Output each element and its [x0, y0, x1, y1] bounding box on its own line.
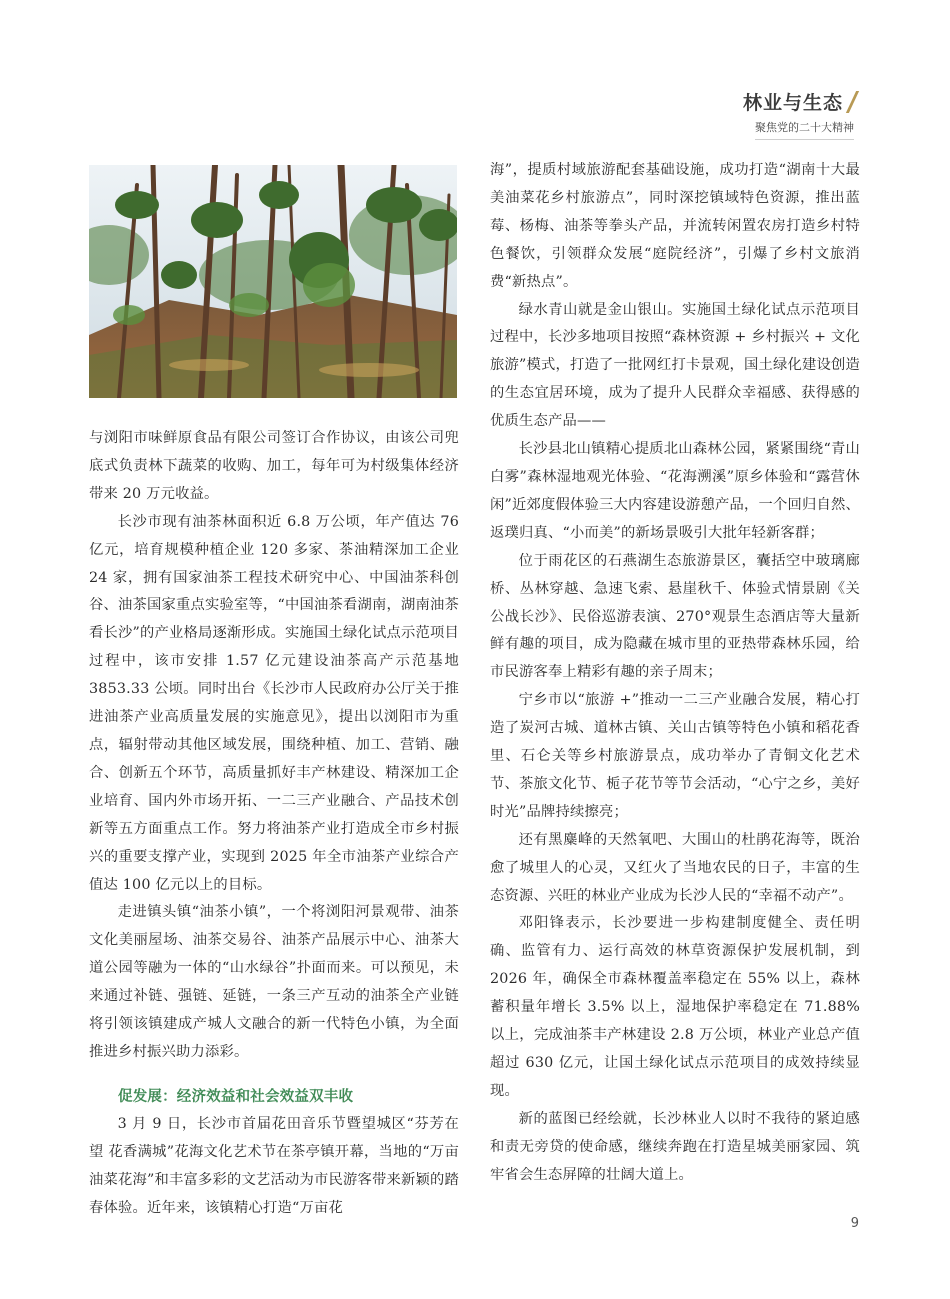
section-subtitle: 聚焦党的二十大精神	[755, 119, 854, 140]
paragraph: 长沙市现有油茶林面积近 6.8 万公顷，年产值达 76 亿元，培育规模种植企业 120 多家、茶油精深加工企业 24 家，拥有国家油茶工程技术研究中心、中国油茶科创谷、油茶国家重点实验室等，“中国油茶看湖南，湖南油茶看长沙”的产业格局逐渐形成。实施国土绿化试点示范项目过程中，该市安排 1.57 亿元建设油茶高产示范基地 3853.33 公顷。同时出台《长沙市人民政府办公厅关于推进油茶产业高质量发展的实施意见》，提出以浏阳市为重点，辐射带动其他区域发展，围绕种植、加工、营销、融合、创新五个环节，高质量抓好丰产林建设、精深加工企业培育、国内外市场开拓、一二三产业融合、产品技术创新等五方面重点工作。努力将油茶产业打造成全市乡村振兴的重要支撑产业，实现到 2025 年全市油茶产业综合产值达 100 亿元以上的目标。	[89, 513, 459, 893]
paragraph: 绿水青山就是金山银山。实施国土绿化试点示范项目过程中，长沙多地项目按照“森林资源 + 乡村振兴 + 文化旅游”模式，打造了一批网红打卡景观，国土绿化建设创造的生态宜居环境，成为了提升人民群众幸福感、获得感的优质生态产品——	[490, 301, 860, 430]
paragraph: 与浏阳市味鲜原食品有限公司签订合作协议，由该公司兜底式负责林下蔬菜的收购、加工，每年可为村级集体经济带来 20 万元收益。	[89, 430, 459, 502]
paragraph: 宁乡市以“旅游 +”推动一二三产业融合发展，精心打造了炭河古城、道林古镇、关山古镇等特色小镇和稻花香里、石仑关等乡村旅游景点，成功举办了青铜文化艺术节、茶旅文化节、栀子花节等节会活动，“心宁之乡，美好时光”品牌持续擦亮；	[490, 692, 860, 820]
slash-decoration	[846, 91, 859, 113]
paragraph: 还有黑麋峰的天然氧吧、大围山的杜鹃花海等，既治愈了城里人的心灵，又红火了当地农民的日子，丰富的生态资源、兴旺的林业产业成为长沙人民的“幸福不动产”。	[490, 831, 860, 904]
forest-photo	[89, 165, 457, 398]
section-heading: 促发展：经济效益和社会效益双丰收	[118, 1088, 354, 1105]
paragraph: 长沙县北山镇精心提质北山森林公园，紧紧围绕“青山白雾”森林湿地观光体验、“花海溯溪”原乡体验和“露营休闲”近郊度假体验三大内容建设游憩产品，一个回归自然、返璞归真、“小而美”的新场景吸引大批年轻新客群；	[490, 441, 860, 541]
forest-illustration	[89, 165, 457, 398]
section-title: 林业与生态	[742, 92, 843, 114]
paragraph: 位于雨花区的石燕湖生态旅游景区，囊括空中玻璃廊桥、丛林穿越、急速飞索、悬崖秋千、体验式情景剧《关公战长沙》、民俗巡游表演、270°观景生态酒店等大量新鲜有趣的项目，成为隐藏在城市里的亚热带森林乐园，给市民游客奉上精彩有趣的亲子周末；	[490, 552, 860, 681]
header-title-row	[743, 88, 854, 115]
left-column	[89, 425, 459, 1222]
paragraph: 海”，提质村域旅游配套基础设施，成功打造“湖南十大最美油菜花乡村旅游点”，同时深挖镇域特色资源，推出蓝莓、杨梅、油茶等拳头产品，并流转闲置农房打造乡村特色餐饮，引领群众发展“庭院经济”，引爆了乡村文旅消费“新热点”。	[490, 162, 860, 290]
right-column	[490, 157, 860, 1190]
paragraph: 3 月 9 日，长沙市首届花田音乐节暨望城区“芬芳在望 花香满城”花海文化艺术节在茶亭镇开幕，当地的“万亩油菜花海”和丰富多彩的文艺活动为市民游客带来新颖的踏春体验。近年来，该镇精心打造“万亩花	[89, 1115, 459, 1216]
paragraph: 邓阳锋表示，长沙要进一步构建制度健全、责任明确、监管有力、运行高效的林草资源保护发展机制，到 2026 年，确保全市森林覆盖率稳定在 55% 以上，森林蓄积量年增长 3.5% 以上，湿地保护率稳定在 71.88% 以上，完成油茶丰产林建设 2.8 万公顷，林业产业总产值超过 630 亿元，让国土绿化试点示范项目的成效持续显现。	[490, 915, 860, 1099]
running-header	[743, 88, 854, 140]
paragraph: 新的蓝图已经绘就，长沙林业人以时不我待的紧迫感和责无旁贷的使命感，继续奔跑在打造星城美丽家园、筑牢省会生态屏障的壮阔大道上。	[490, 1110, 860, 1183]
paragraph: 走进镇头镇“油茶小镇”，一个将浏阳河景观带、油茶文化美丽屋场、油茶交易谷、油茶产品展示中心、油茶大道公园等融为一体的“山水绿谷”扑面而来。可以预见，未来通过补链、强链、延链，一条三产互动的油茶全产业链将引领该镇建成产城人文融合的新一代特色小镇，为全面推进乡村振兴助力添彩。	[89, 904, 459, 1060]
page-number: 9	[850, 1216, 859, 1231]
